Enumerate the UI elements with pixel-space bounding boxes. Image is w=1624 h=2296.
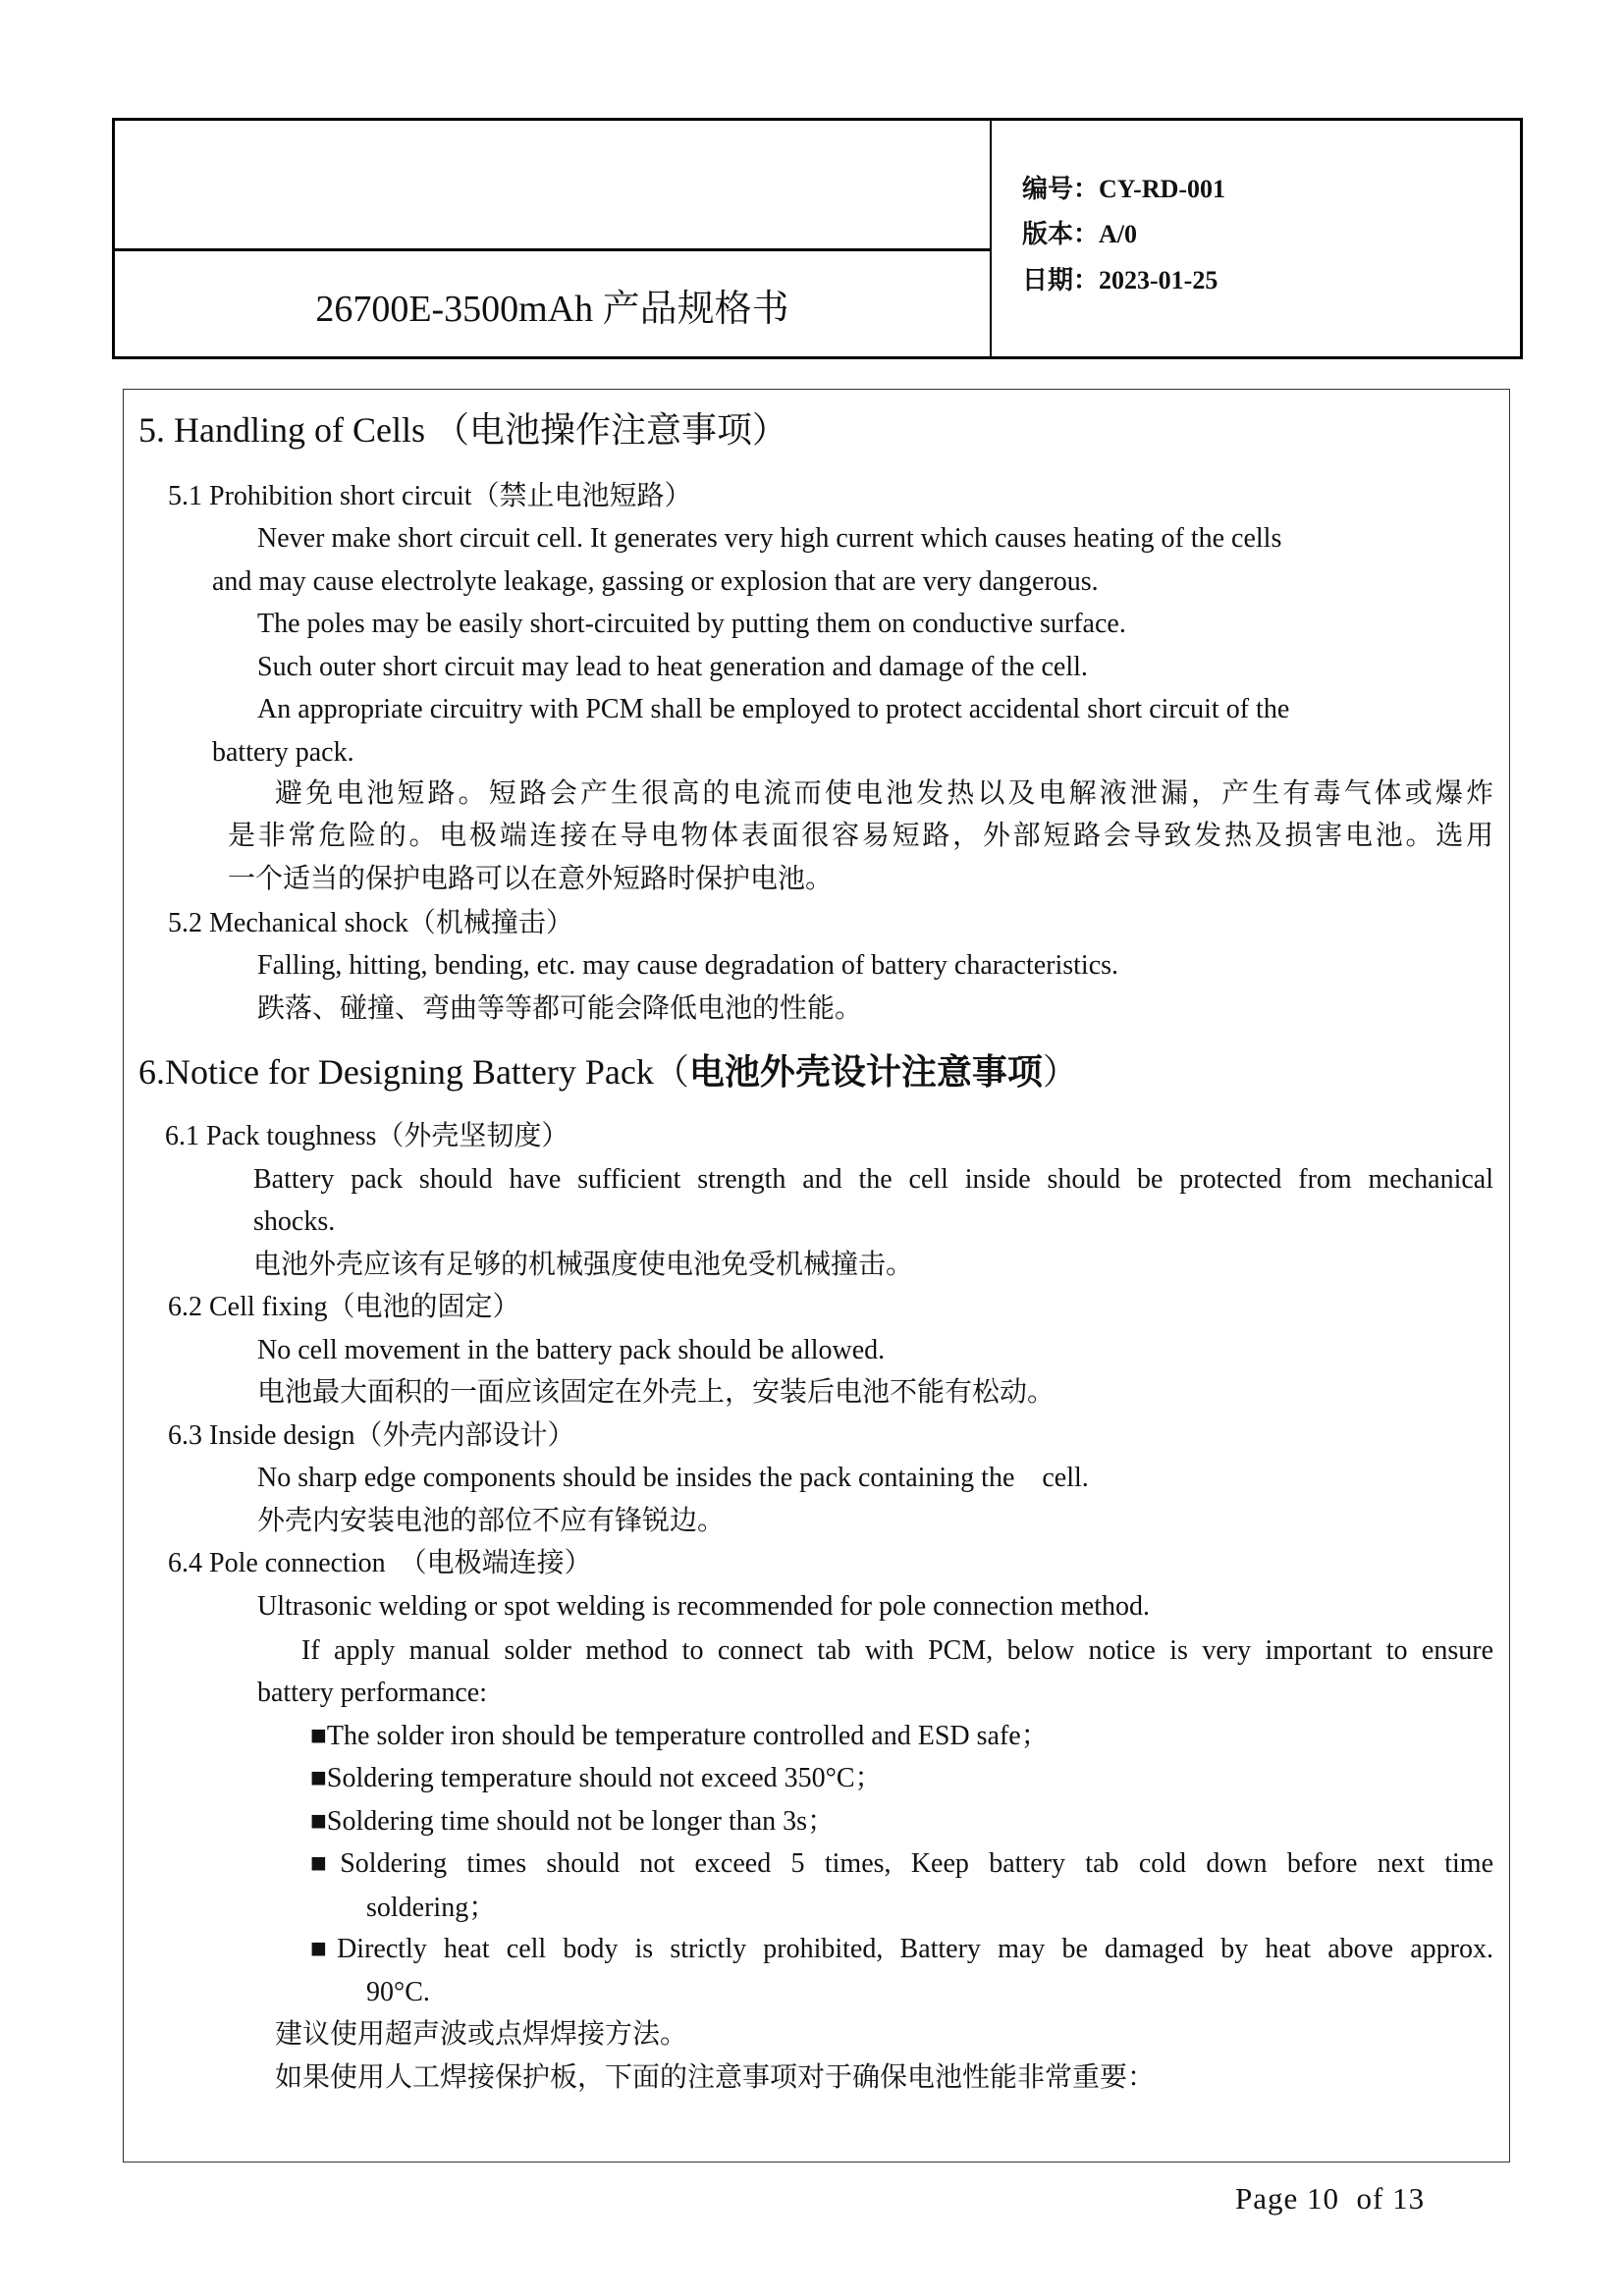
paragraph-line: The poles may be easily short-circuited by putting them on conductive surface. — [257, 609, 1126, 639]
bullet-item: ■Soldering times should not exceed 5 times, Keep battery tab cold down before next time — [310, 1848, 1493, 1879]
paragraph-line: No cell movement in the battery pack should be allowed. — [257, 1335, 886, 1365]
bullet-item: ■The solder iron should be temperature controlled and ESD safe； — [310, 1721, 1049, 1751]
subsection-6-1-heading: 6.1 Pack toughness（外壳坚韧度） — [165, 1121, 569, 1151]
paragraph-line: No sharp edge components should be insides the pack containing the cell. — [257, 1463, 1089, 1493]
paragraph-line: If apply manual solder method to connect tab with PCM, below notice is very important to ensure — [301, 1635, 1493, 1666]
paragraph-line: 电池外壳应该有足够的机械强度使电池免受机械撞击。 — [253, 1250, 914, 1280]
header-divider — [115, 248, 990, 251]
bullet-continuation: 90°C. — [366, 1977, 430, 2007]
section-6-title-end: ） — [1042, 1052, 1078, 1092]
paragraph-line: Never make short circuit cell. It generates very high current which causes heating of the cells — [257, 523, 1282, 554]
subsection-6-3-heading: 6.3 Inside design（外壳内部设计） — [168, 1420, 575, 1451]
paragraph-line: An appropriate circuitry with PCM shall be employed to protect accidental short circuit of the — [257, 694, 1290, 724]
paragraph-line: 如果使用人工焊接保护板，下面的注意事项对于确保电池性能非常重要： — [275, 2062, 1156, 2093]
paragraph-line: 建议使用超声波或点焊焊接方法。 — [275, 2019, 688, 2050]
header-divider — [990, 121, 992, 356]
doc-number: 编号：CY-RD-001 — [1022, 175, 1226, 203]
bullet-item: ■Soldering time should not be longer than 3s； — [310, 1806, 836, 1837]
paragraph-line: Falling, hitting, bending, etc. may cause degradation of battery characteristics. — [257, 950, 1119, 981]
page-number: Page 10 of 13 — [1235, 2181, 1426, 2216]
subsection-6-4-heading: 6.4 Pole connection （电极端连接） — [168, 1548, 592, 1578]
section-6-title-cn: 电池外壳设计注意事项 — [688, 1052, 1043, 1092]
section-6-heading — [138, 1051, 1078, 1093]
paragraph-line: 外壳内安装电池的部位不应有锋锐边。 — [257, 1506, 726, 1536]
paragraph-line: 是非常危险的。电极端连接在导电物体表面很容易短路，外部短路会导致发热及损害电池。选用 — [228, 821, 1493, 851]
paragraph-line: battery pack. — [212, 737, 354, 768]
bullet-item: ■Directly heat cell body is strictly prohibited, Battery may be damaged by heat above approx. — [310, 1934, 1493, 1964]
document-header — [112, 118, 1523, 359]
subsection-6-2-heading: 6.2 Cell fixing（电池的固定） — [168, 1292, 520, 1322]
paragraph-line: 跌落、碰撞、弯曲等等都可能会降低电池的性能。 — [257, 993, 863, 1024]
section-5-heading: 5. Handling of Cells （电池操作注意事项） — [138, 410, 787, 450]
paragraph-line: and may cause electrolyte leakage, gassing or explosion that are very dangerous. — [212, 566, 1099, 597]
paragraph-line: Such outer short circuit may lead to heat generation and damage of the cell. — [257, 652, 1088, 682]
paragraph-line: shocks. — [253, 1206, 336, 1237]
doc-version: 版本：A/0 — [1022, 220, 1138, 248]
paragraph-line: 电池最大面积的一面应该固定在外壳上，安装后电池不能有松动。 — [257, 1377, 1056, 1408]
paragraph-line: battery performance: — [257, 1678, 487, 1708]
document-title: 26700E-3500mAh 产品规格书 — [315, 289, 789, 330]
bullet-continuation: soldering； — [366, 1893, 497, 1923]
doc-date: 日期：2023-01-25 — [1022, 266, 1218, 294]
paragraph-line: Battery pack should have sufficient strength and the cell inside should be protected from mechanical — [253, 1164, 1493, 1195]
subsection-5-1-heading: 5.1 Prohibition short circuit（禁止电池短路） — [168, 481, 692, 511]
section-6-title: 6.Notice for Designing Battery Pack（ — [138, 1052, 689, 1092]
paragraph-line: 一个适当的保护电路可以在意外短路时保护电池。 — [228, 864, 834, 894]
bullet-item: ■Soldering temperature should not exceed 350°C； — [310, 1763, 883, 1793]
paragraph-line: Ultrasonic welding or spot welding is recommended for pole connection method. — [257, 1591, 1151, 1622]
subsection-5-2-heading: 5.2 Mechanical shock（机械撞击） — [168, 908, 573, 938]
paragraph-line: 避免电池短路。短路会产生很高的电流而使电池发热以及电解液泄漏，产生有毒气体或爆炸 — [275, 778, 1493, 809]
